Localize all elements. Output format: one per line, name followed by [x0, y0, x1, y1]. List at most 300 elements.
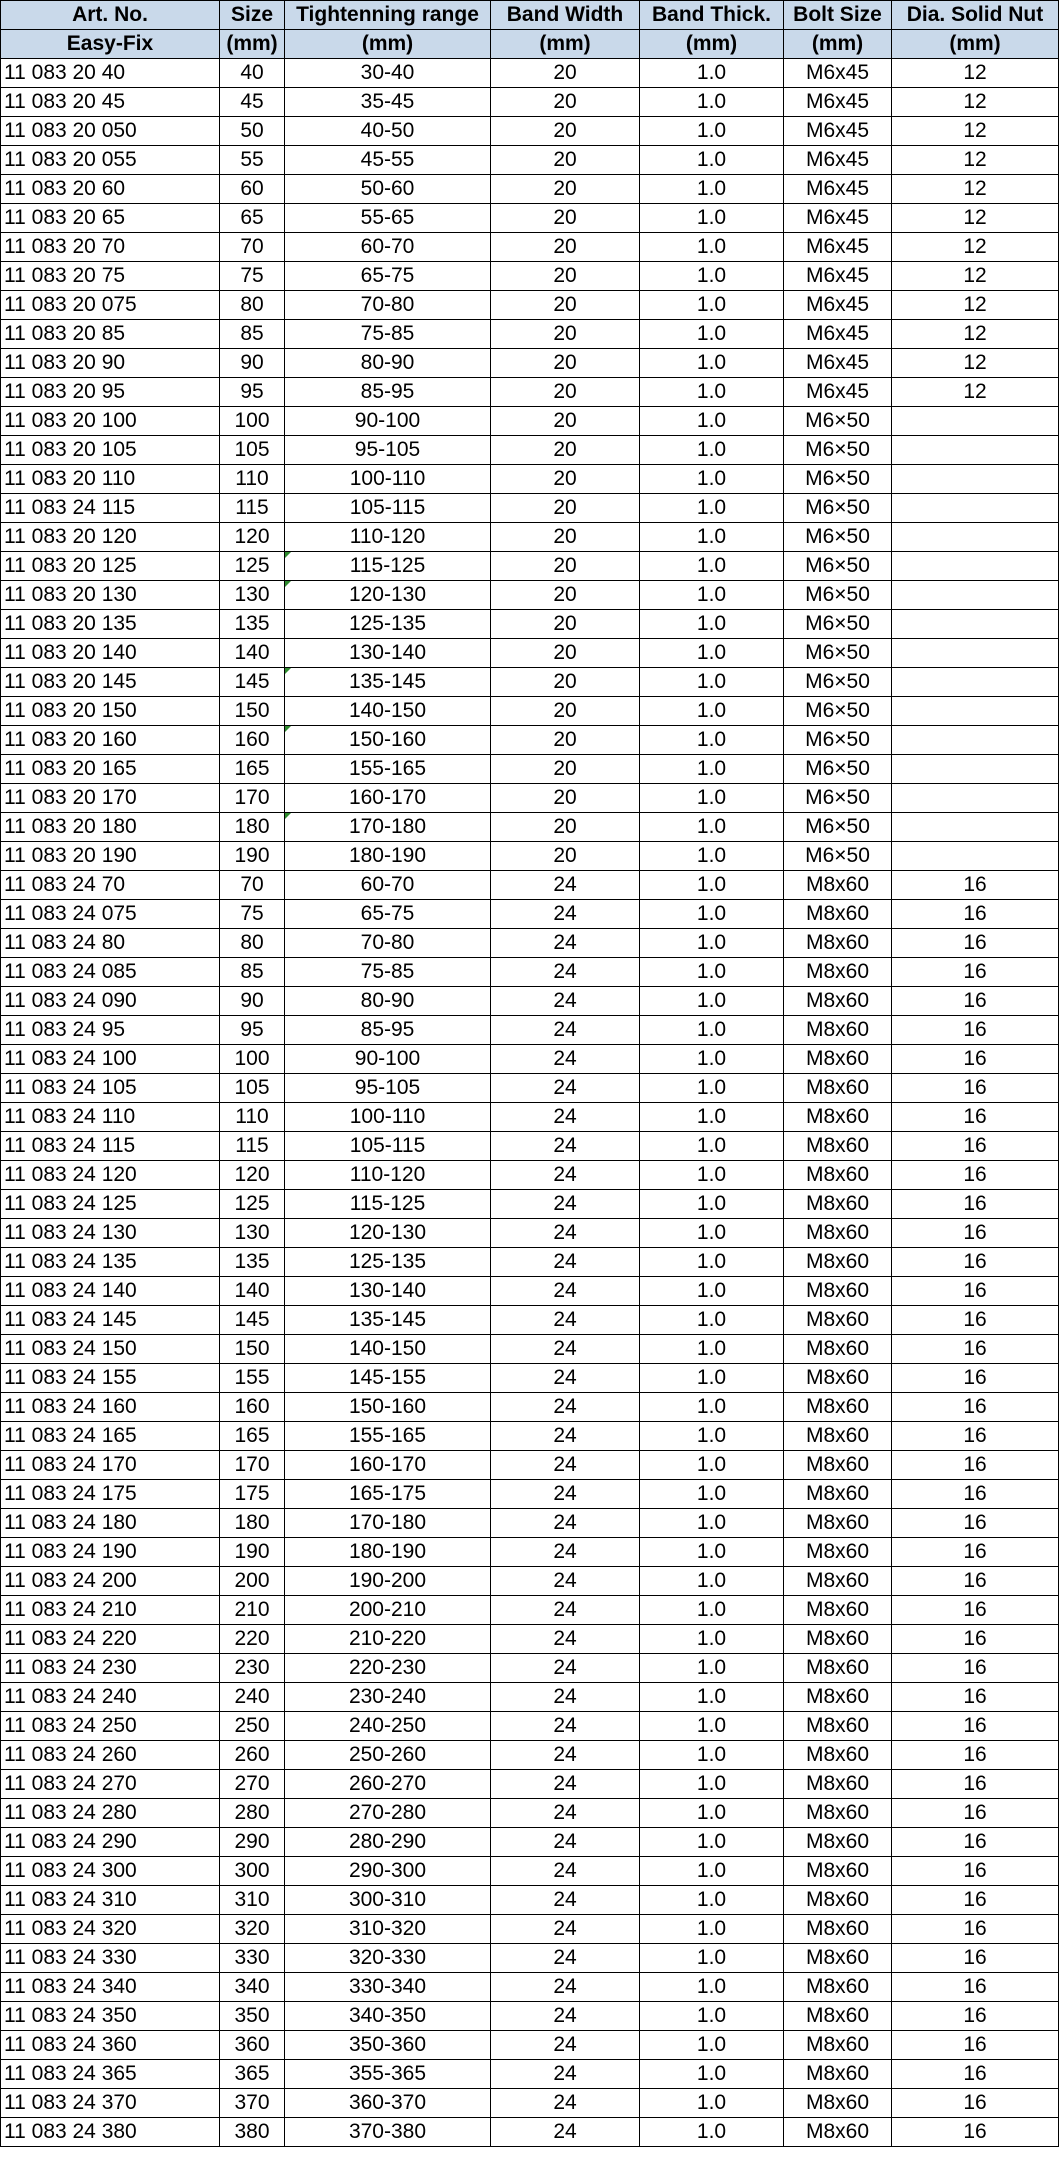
bolt-size-cell: M8x60 — [784, 1741, 892, 1770]
band-thickness-cell: 1.0 — [640, 407, 784, 436]
tightening-range-cell: 330-340 — [285, 1973, 491, 2002]
band-thickness-cell: 1.0 — [640, 1480, 784, 1509]
band-thickness-cell: 1.0 — [640, 871, 784, 900]
bolt-size-cell: M6×50 — [784, 697, 892, 726]
size-cell: 135 — [220, 1248, 285, 1277]
dia-solid-nut-cell — [892, 755, 1059, 784]
band-width-cell: 20 — [491, 233, 640, 262]
art-no-cell: 11 083 24 075 — [1, 900, 220, 929]
art-no-cell: 11 083 20 180 — [1, 813, 220, 842]
table-row — [1, 900, 1059, 929]
band-width-cell: 24 — [491, 929, 640, 958]
bolt-size-cell: M6×50 — [784, 494, 892, 523]
size-cell: 310 — [220, 1886, 285, 1915]
table-row — [1, 1335, 1059, 1364]
art-no-cell: 11 083 24 150 — [1, 1335, 220, 1364]
size-cell: 110 — [220, 1103, 285, 1132]
dia-solid-nut-cell: 12 — [892, 204, 1059, 233]
tightening-range-cell: 145-155 — [285, 1364, 491, 1393]
tightening-range-cell: 310-320 — [285, 1915, 491, 1944]
art-no-cell: 11 083 24 220 — [1, 1625, 220, 1654]
art-no-cell: 11 083 20 130 — [1, 581, 220, 610]
band-thickness-cell: 1.0 — [640, 262, 784, 291]
table-row — [1, 2060, 1059, 2089]
tightening-range-cell: 115-125 — [285, 1190, 491, 1219]
tightening-range-cell: 130-140 — [285, 639, 491, 668]
dia-solid-nut-cell: 16 — [892, 2060, 1059, 2089]
band-width-cell: 20 — [491, 378, 640, 407]
dia-solid-nut-cell: 16 — [892, 1103, 1059, 1132]
dia-solid-nut-cell: 16 — [892, 1712, 1059, 1741]
band-thickness-cell: 1.0 — [640, 1393, 784, 1422]
tightening-range-cell: 140-150 — [285, 1335, 491, 1364]
band-thickness-cell: 1.0 — [640, 2118, 784, 2147]
size-cell: 80 — [220, 929, 285, 958]
size-cell: 140 — [220, 639, 285, 668]
dia-solid-nut-cell — [892, 842, 1059, 871]
table-row — [1, 262, 1059, 291]
art-no-cell: 11 083 20 075 — [1, 291, 220, 320]
bolt-size-cell: M8x60 — [784, 1422, 892, 1451]
dia-solid-nut-cell — [892, 436, 1059, 465]
band-thickness-cell: 1.0 — [640, 755, 784, 784]
band-width-cell: 20 — [491, 262, 640, 291]
art-no-cell: 11 083 24 365 — [1, 2060, 220, 2089]
table-row — [1, 2089, 1059, 2118]
header-dia-solid-nut: Dia. Solid Nut — [892, 1, 1059, 30]
table-row — [1, 871, 1059, 900]
bolt-size-cell: M8x60 — [784, 2031, 892, 2060]
dia-solid-nut-cell: 16 — [892, 958, 1059, 987]
bolt-size-cell: M6x45 — [784, 204, 892, 233]
band-thickness-cell: 1.0 — [640, 1451, 784, 1480]
size-cell: 100 — [220, 1045, 285, 1074]
size-cell: 165 — [220, 1422, 285, 1451]
size-cell: 250 — [220, 1712, 285, 1741]
bolt-size-cell: M8x60 — [784, 2089, 892, 2118]
art-no-cell: 11 083 24 140 — [1, 1277, 220, 1306]
art-no-cell: 11 083 24 115 — [1, 1132, 220, 1161]
tightening-range-cell: 65-75 — [285, 262, 491, 291]
bolt-size-cell: M6×50 — [784, 639, 892, 668]
band-width-cell: 20 — [491, 175, 640, 204]
band-width-cell: 24 — [491, 1277, 640, 1306]
band-width-cell: 24 — [491, 1683, 640, 1712]
art-no-cell: 11 083 24 95 — [1, 1016, 220, 1045]
dia-solid-nut-cell: 12 — [892, 88, 1059, 117]
art-no-cell: 11 083 24 100 — [1, 1045, 220, 1074]
dia-solid-nut-cell: 16 — [892, 1248, 1059, 1277]
art-no-cell: 11 083 20 65 — [1, 204, 220, 233]
table-row — [1, 1944, 1059, 1973]
dia-solid-nut-cell: 16 — [892, 1944, 1059, 1973]
band-width-cell: 24 — [491, 1973, 640, 2002]
art-no-cell: 11 083 24 70 — [1, 871, 220, 900]
art-no-cell: 11 083 20 055 — [1, 146, 220, 175]
table-row — [1, 1393, 1059, 1422]
bolt-size-cell: M8x60 — [784, 1770, 892, 1799]
band-width-cell: 24 — [491, 958, 640, 987]
bolt-size-cell: M8x60 — [784, 1828, 892, 1857]
header-dia-solid-nut-unit: (mm) — [892, 30, 1059, 59]
size-cell: 110 — [220, 465, 285, 494]
size-cell: 200 — [220, 1567, 285, 1596]
table-row — [1, 929, 1059, 958]
band-thickness-cell: 1.0 — [640, 1973, 784, 2002]
art-no-cell: 11 083 24 250 — [1, 1712, 220, 1741]
dia-solid-nut-cell: 16 — [892, 2031, 1059, 2060]
table-row — [1, 552, 1059, 581]
band-thickness-cell: 1.0 — [640, 1683, 784, 1712]
header-size-unit: (mm) — [220, 30, 285, 59]
art-no-cell: 11 083 20 165 — [1, 755, 220, 784]
table-row — [1, 1596, 1059, 1625]
tightening-range-cell: 360-370 — [285, 2089, 491, 2118]
art-no-cell: 11 083 20 100 — [1, 407, 220, 436]
bolt-size-cell: M8x60 — [784, 958, 892, 987]
band-width-cell: 24 — [491, 1422, 640, 1451]
band-thickness-cell: 1.0 — [640, 610, 784, 639]
tightening-range-cell: 60-70 — [285, 871, 491, 900]
table-row — [1, 117, 1059, 146]
dia-solid-nut-cell: 16 — [892, 1422, 1059, 1451]
band-width-cell: 20 — [491, 523, 640, 552]
bolt-size-cell: M8x60 — [784, 1654, 892, 1683]
table-row — [1, 1161, 1059, 1190]
band-width-cell: 24 — [491, 1248, 640, 1277]
bolt-size-cell: M8x60 — [784, 1712, 892, 1741]
bolt-size-cell: M8x60 — [784, 1683, 892, 1712]
band-width-cell: 24 — [491, 1596, 640, 1625]
band-width-cell: 24 — [491, 987, 640, 1016]
size-cell: 65 — [220, 204, 285, 233]
art-no-cell: 11 083 20 95 — [1, 378, 220, 407]
table-header — [1, 1, 1059, 59]
dia-solid-nut-cell: 16 — [892, 987, 1059, 1016]
bolt-size-cell: M6×50 — [784, 523, 892, 552]
dia-solid-nut-cell: 16 — [892, 1538, 1059, 1567]
art-no-cell: 11 083 20 75 — [1, 262, 220, 291]
header-art-no: Art. No. — [1, 1, 220, 30]
size-cell: 120 — [220, 523, 285, 552]
band-width-cell: 24 — [491, 1074, 640, 1103]
tightening-range-cell: 130-140 — [285, 1277, 491, 1306]
table-row — [1, 755, 1059, 784]
dia-solid-nut-cell: 16 — [892, 1973, 1059, 2002]
art-no-cell: 11 083 24 340 — [1, 1973, 220, 2002]
bolt-size-cell: M6×50 — [784, 436, 892, 465]
table-row — [1, 494, 1059, 523]
table-row — [1, 668, 1059, 697]
band-thickness-cell: 1.0 — [640, 523, 784, 552]
bolt-size-cell: M8x60 — [784, 1103, 892, 1132]
tightening-range-cell: 155-165 — [285, 755, 491, 784]
bolt-size-cell: M6×50 — [784, 668, 892, 697]
art-no-cell: 11 083 24 175 — [1, 1480, 220, 1509]
size-cell: 190 — [220, 1538, 285, 1567]
table-row — [1, 581, 1059, 610]
table-row — [1, 291, 1059, 320]
size-cell: 115 — [220, 1132, 285, 1161]
table-row — [1, 1886, 1059, 1915]
art-no-cell: 11 083 20 190 — [1, 842, 220, 871]
art-no-cell: 11 083 24 380 — [1, 2118, 220, 2147]
bolt-size-cell: M8x60 — [784, 1306, 892, 1335]
band-thickness-cell: 1.0 — [640, 117, 784, 146]
dia-solid-nut-cell: 16 — [892, 1509, 1059, 1538]
table-row — [1, 1045, 1059, 1074]
bolt-size-cell: M8x60 — [784, 1393, 892, 1422]
bolt-size-cell: M8x60 — [784, 1799, 892, 1828]
tightening-range-cell: 90-100 — [285, 1045, 491, 1074]
band-thickness-cell: 1.0 — [640, 2031, 784, 2060]
table-row — [1, 1277, 1059, 1306]
band-width-cell: 24 — [491, 900, 640, 929]
table-row — [1, 1712, 1059, 1741]
art-no-cell: 11 083 20 90 — [1, 349, 220, 378]
dia-solid-nut-cell: 16 — [892, 1219, 1059, 1248]
band-width-cell: 24 — [491, 2060, 640, 2089]
bolt-size-cell: M8x60 — [784, 2118, 892, 2147]
bolt-size-cell: M8x60 — [784, 1886, 892, 1915]
dia-solid-nut-cell: 12 — [892, 320, 1059, 349]
dia-solid-nut-cell — [892, 610, 1059, 639]
art-no-cell: 11 083 20 150 — [1, 697, 220, 726]
size-cell: 70 — [220, 871, 285, 900]
art-no-cell: 11 083 24 210 — [1, 1596, 220, 1625]
tightening-range-cell: 160-170 — [285, 784, 491, 813]
band-width-cell: 24 — [491, 1393, 640, 1422]
dia-solid-nut-cell: 16 — [892, 1451, 1059, 1480]
size-cell: 130 — [220, 581, 285, 610]
header-easy-fix: Easy-Fix — [1, 30, 220, 59]
bolt-size-cell: M8x60 — [784, 1161, 892, 1190]
size-cell: 55 — [220, 146, 285, 175]
band-thickness-cell: 1.0 — [640, 1074, 784, 1103]
band-thickness-cell: 1.0 — [640, 697, 784, 726]
dia-solid-nut-cell: 16 — [892, 1915, 1059, 1944]
band-width-cell: 24 — [491, 1654, 640, 1683]
bolt-size-cell: M8x60 — [784, 1277, 892, 1306]
bolt-size-cell: M8x60 — [784, 2002, 892, 2031]
size-cell: 160 — [220, 1393, 285, 1422]
header-bolt-size: Bolt Size — [784, 1, 892, 30]
art-no-cell: 11 083 20 145 — [1, 668, 220, 697]
art-no-cell: 11 083 20 050 — [1, 117, 220, 146]
bolt-size-cell: M6×50 — [784, 755, 892, 784]
band-width-cell: 24 — [491, 1567, 640, 1596]
bolt-size-cell: M6×50 — [784, 552, 892, 581]
tightening-range-cell: 70-80 — [285, 929, 491, 958]
bolt-size-cell: M6×50 — [784, 465, 892, 494]
header-tightening-range: Tightenning range — [285, 1, 491, 30]
dia-solid-nut-cell: 12 — [892, 175, 1059, 204]
band-thickness-cell: 1.0 — [640, 175, 784, 204]
table-body — [1, 59, 1059, 2147]
dia-solid-nut-cell: 16 — [892, 1654, 1059, 1683]
dia-solid-nut-cell: 16 — [892, 1045, 1059, 1074]
band-thickness-cell: 1.0 — [640, 1567, 784, 1596]
tightening-range-cell: 320-330 — [285, 1944, 491, 1973]
dia-solid-nut-cell: 16 — [892, 1799, 1059, 1828]
table-row — [1, 465, 1059, 494]
bolt-size-cell: M8x60 — [784, 2060, 892, 2089]
bolt-size-cell: M6x45 — [784, 175, 892, 204]
art-no-cell: 11 083 20 140 — [1, 639, 220, 668]
dia-solid-nut-cell: 16 — [892, 1016, 1059, 1045]
size-cell: 290 — [220, 1828, 285, 1857]
art-no-cell: 11 083 24 80 — [1, 929, 220, 958]
bolt-size-cell: M8x60 — [784, 1944, 892, 1973]
table-row — [1, 1770, 1059, 1799]
dia-solid-nut-cell: 16 — [892, 1886, 1059, 1915]
band-thickness-cell: 1.0 — [640, 349, 784, 378]
band-thickness-cell: 1.0 — [640, 59, 784, 88]
dia-solid-nut-cell: 16 — [892, 1828, 1059, 1857]
bolt-size-cell: M6x45 — [784, 88, 892, 117]
art-no-cell: 11 083 24 290 — [1, 1828, 220, 1857]
table-row — [1, 1016, 1059, 1045]
header-band-thickness: Band Thick. — [640, 1, 784, 30]
table-row — [1, 1683, 1059, 1712]
size-cell: 40 — [220, 59, 285, 88]
band-thickness-cell: 1.0 — [640, 929, 784, 958]
size-cell: 170 — [220, 1451, 285, 1480]
band-width-cell: 24 — [491, 2002, 640, 2031]
table-row — [1, 1509, 1059, 1538]
bolt-size-cell: M6×50 — [784, 784, 892, 813]
art-no-cell: 11 083 24 170 — [1, 1451, 220, 1480]
band-width-cell: 24 — [491, 1451, 640, 1480]
bolt-size-cell: M8x60 — [784, 1857, 892, 1886]
table-row — [1, 1306, 1059, 1335]
table-row — [1, 1219, 1059, 1248]
band-width-cell: 24 — [491, 1741, 640, 1770]
tightening-range-cell: 80-90 — [285, 987, 491, 1016]
bolt-size-cell: M6×50 — [784, 581, 892, 610]
art-no-cell: 11 083 20 45 — [1, 88, 220, 117]
band-thickness-cell: 1.0 — [640, 1654, 784, 1683]
art-no-cell: 11 083 20 120 — [1, 523, 220, 552]
dia-solid-nut-cell: 16 — [892, 1480, 1059, 1509]
bolt-size-cell: M6×50 — [784, 610, 892, 639]
art-no-cell: 11 083 24 330 — [1, 1944, 220, 1973]
dia-solid-nut-cell — [892, 813, 1059, 842]
size-cell: 105 — [220, 436, 285, 465]
band-width-cell: 20 — [491, 726, 640, 755]
size-cell: 70 — [220, 233, 285, 262]
table-row — [1, 958, 1059, 987]
size-cell: 320 — [220, 1915, 285, 1944]
dia-solid-nut-cell: 16 — [892, 900, 1059, 929]
dia-solid-nut-cell: 16 — [892, 1770, 1059, 1799]
table-row — [1, 639, 1059, 668]
band-width-cell: 20 — [491, 465, 640, 494]
size-cell: 100 — [220, 407, 285, 436]
band-width-cell: 20 — [491, 117, 640, 146]
art-no-cell: 11 083 24 370 — [1, 2089, 220, 2118]
tightening-range-cell: 55-65 — [285, 204, 491, 233]
art-no-cell: 11 083 24 130 — [1, 1219, 220, 1248]
table-row — [1, 1422, 1059, 1451]
table-row — [1, 349, 1059, 378]
dia-solid-nut-cell: 16 — [892, 1161, 1059, 1190]
band-thickness-cell: 1.0 — [640, 1161, 784, 1190]
size-cell: 95 — [220, 378, 285, 407]
size-cell: 140 — [220, 1277, 285, 1306]
art-no-cell: 11 083 24 180 — [1, 1509, 220, 1538]
bolt-size-cell: M8x60 — [784, 1219, 892, 1248]
bolt-size-cell: M8x60 — [784, 1509, 892, 1538]
band-width-cell: 20 — [491, 494, 640, 523]
art-no-cell: 11 083 24 260 — [1, 1741, 220, 1770]
dia-solid-nut-cell: 16 — [892, 1364, 1059, 1393]
tightening-range-cell: 85-95 — [285, 1016, 491, 1045]
size-cell: 190 — [220, 842, 285, 871]
band-width-cell: 24 — [491, 1480, 640, 1509]
band-thickness-cell: 1.0 — [640, 1625, 784, 1654]
band-width-cell: 20 — [491, 668, 640, 697]
band-width-cell: 24 — [491, 1857, 640, 1886]
band-thickness-cell: 1.0 — [640, 668, 784, 697]
band-thickness-cell: 1.0 — [640, 436, 784, 465]
tightening-range-cell: 200-210 — [285, 1596, 491, 1625]
tightening-range-cell: 155-165 — [285, 1422, 491, 1451]
table-row — [1, 436, 1059, 465]
dia-solid-nut-cell: 16 — [892, 2089, 1059, 2118]
band-thickness-cell: 1.0 — [640, 958, 784, 987]
size-cell: 260 — [220, 1741, 285, 1770]
table-row — [1, 1915, 1059, 1944]
band-thickness-cell: 1.0 — [640, 1248, 784, 1277]
table-row — [1, 1538, 1059, 1567]
table-row — [1, 1248, 1059, 1277]
band-thickness-cell: 1.0 — [640, 987, 784, 1016]
band-thickness-cell: 1.0 — [640, 1770, 784, 1799]
tightening-range-cell: 290-300 — [285, 1857, 491, 1886]
bolt-size-cell: M8x60 — [784, 1538, 892, 1567]
dia-solid-nut-cell: 16 — [892, 1074, 1059, 1103]
table-row — [1, 378, 1059, 407]
bolt-size-cell: M8x60 — [784, 1335, 892, 1364]
table-row — [1, 204, 1059, 233]
table-row — [1, 726, 1059, 755]
dia-solid-nut-cell — [892, 407, 1059, 436]
size-cell: 340 — [220, 1973, 285, 2002]
band-width-cell: 24 — [491, 1509, 640, 1538]
band-thickness-cell: 1.0 — [640, 1944, 784, 1973]
size-cell: 85 — [220, 958, 285, 987]
table-row — [1, 610, 1059, 639]
band-thickness-cell: 1.0 — [640, 1335, 784, 1364]
dia-solid-nut-cell: 16 — [892, 1393, 1059, 1422]
size-cell: 180 — [220, 813, 285, 842]
tightening-range-cell: 60-70 — [285, 233, 491, 262]
tightening-range-cell: 350-360 — [285, 2031, 491, 2060]
bolt-size-cell: M6x45 — [784, 378, 892, 407]
bolt-size-cell: M6x45 — [784, 291, 892, 320]
size-cell: 360 — [220, 2031, 285, 2060]
band-thickness-cell: 1.0 — [640, 1045, 784, 1074]
dia-solid-nut-cell — [892, 726, 1059, 755]
band-width-cell: 24 — [491, 871, 640, 900]
tightening-range-cell: 370-380 — [285, 2118, 491, 2147]
dia-solid-nut-cell — [892, 639, 1059, 668]
tightening-range-cell: 30-40 — [285, 59, 491, 88]
band-width-cell: 24 — [491, 1161, 640, 1190]
band-width-cell: 20 — [491, 436, 640, 465]
art-no-cell: 11 083 24 105 — [1, 1074, 220, 1103]
